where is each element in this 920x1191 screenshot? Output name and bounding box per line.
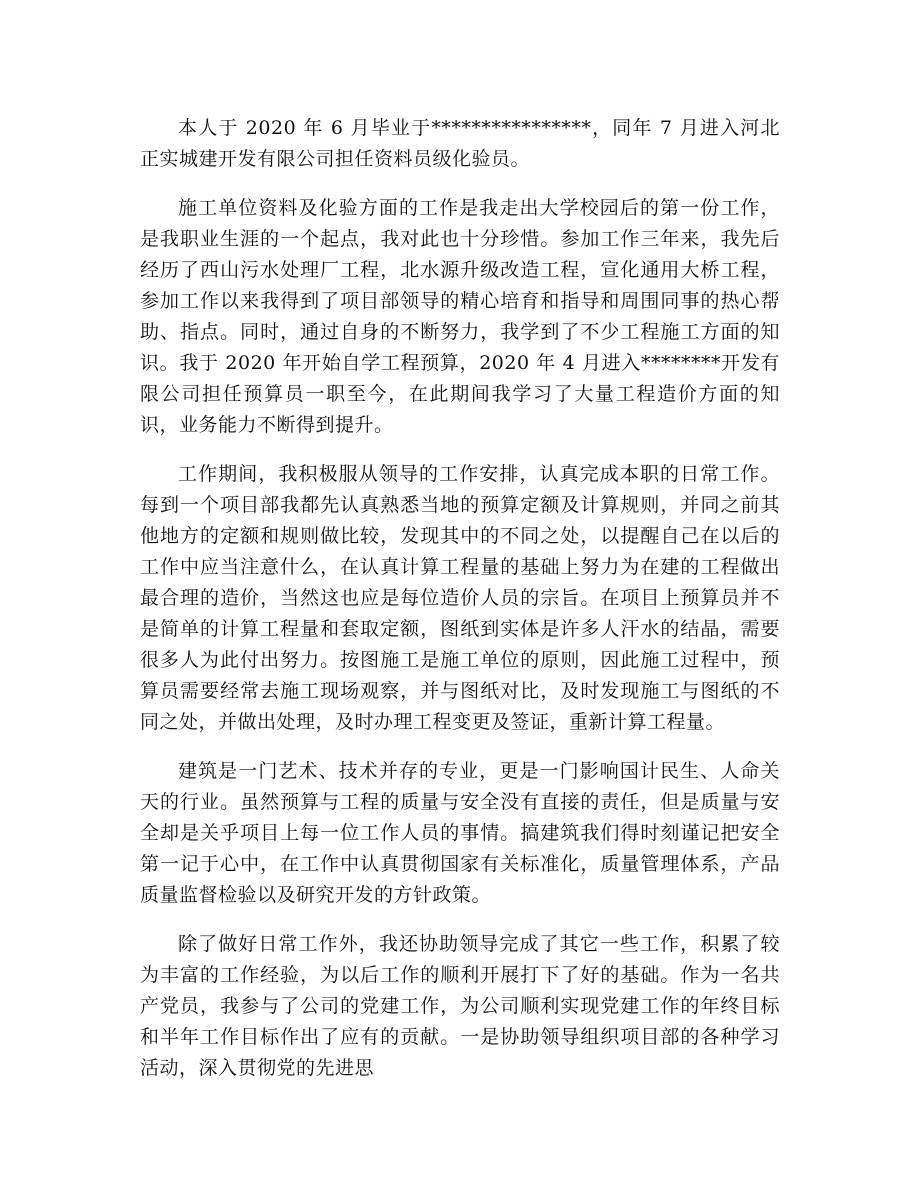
paragraph-1: 本人于 2020 年 6 月毕业于****************，同年 7 月进入河北正实城建开发有限公司担任资料员级化验员。: [140, 117, 780, 170]
paragraph-2: 施工单位资料及化验方面的工作是我走出大学校园后的第一份工作，是我职业生涯的一个起点，我对此也十分珍惜。参加工作三年来，我先后经历了西山污水处理厂工程，北水源升级改造工程，宣化通用大桥工程，参加工作以来我得到了项目部领导的精心培育和指导和周围同事的热心帮助、指点。同时，通过自身的不断努力，我学到了不少工程施工方面的知识。我于 2020 年开始自学工程预算，2020 年 4 月进入********开发有限公司担任预算员一职至今，在此期间我学习了大量工程造价方面的知识，业务能力不断得到提升。: [140, 197, 780, 436]
paragraph-3: 工作期间，我积极服从领导的工作安排，认真完成本职的日常工作。每到一个项目部我都先认真熟悉当地的预算定额及计算规则，并同之前其他地方的定额和规则做比较，发现其中的不同之处，以提醒自己在以后的工作中应当注意什么，在认真计算工程量的基础上努力为在建的工程做出最合理的造价，当然这也应是每位造价人员的宗旨。在项目上预算员并不是简单的计算工程量和套取定额，图纸到实体是许多人汗水的结晶，需要很多人为此付出努力。按图施工是施工单位的原则，因此施工过程中，预算员需要经常去施工现场观察，并与图纸对比，及时发现施工与图纸的不同之处，并做出处理，及时办理工程变更及签证，重新计算工程量。: [140, 463, 780, 733]
paragraph-5: 除了做好日常工作外，我还协助领导完成了其它一些工作，积累了较为丰富的工作经验，为以后工作的顺利开展打下了好的基础。作为一名共产党员，我参与了公司的党建工作，为公司顺利实现党建工作的年终目标和半年工作目标作出了应有的贡献。一是协助领导组织项目部的各种学习活动，深入贯彻党的先进思: [140, 933, 780, 1079]
paragraph-4: 建筑是一门艺术、技术并存的专业，更是一门影响国计民生、人命关天的行业。虽然预算与工程的质量与安全没有直接的责任，但是质量与安全却是关乎项目上每一位工作人员的事情。搞建筑我们得时刻谨记把安全第一记于心中，在工作中认真贯彻国家有关标准化，质量管理体系，产品质量监督检验以及研究开发的方针政策。: [140, 760, 780, 906]
document-body: [140, 113, 780, 1084]
